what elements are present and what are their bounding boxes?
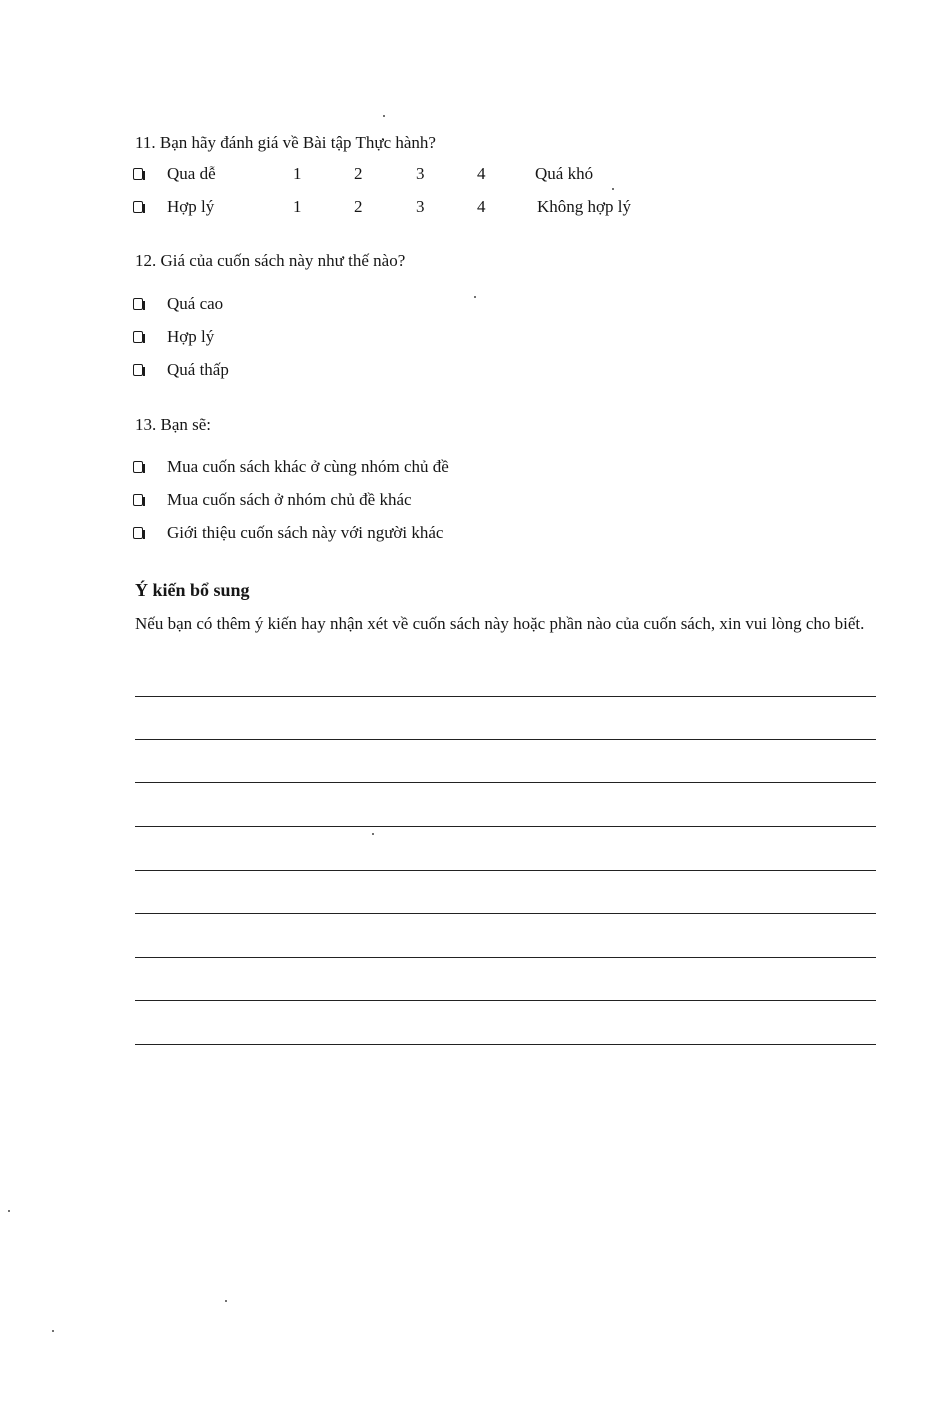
writing-line[interactable] — [135, 1000, 876, 1001]
q11-row2-scale-1[interactable]: 1 — [293, 197, 302, 216]
writing-line[interactable] — [135, 782, 876, 783]
q13-option-checkbox[interactable] — [133, 527, 143, 539]
q11-row2-label: Hợp lý — [167, 197, 215, 216]
q12-option-checkbox[interactable] — [133, 364, 143, 376]
q13-option-label: Giới thiệu cuốn sách này với người khác — [167, 523, 444, 542]
q11-row2-scale-2[interactable]: 2 — [354, 197, 363, 216]
feedback-instructions: Nếu bạn có thêm ý kiến hay nhận xét về cuốn sách này hoặc phần nào của cuốn sách, xin vui lòng cho biết. — [135, 614, 865, 633]
q11-row1-scale-4[interactable]: 4 — [477, 164, 486, 183]
q13-option-label: Mua cuốn sách ở nhóm chủ đề khác — [167, 490, 412, 509]
writing-line[interactable] — [135, 739, 876, 740]
q13-option-label: Mua cuốn sách khác ở cùng nhóm chủ đề — [167, 457, 449, 476]
writing-line[interactable] — [135, 913, 876, 914]
q13-option-checkbox[interactable] — [133, 461, 143, 473]
writing-line[interactable] — [135, 1044, 876, 1045]
scan-speck — [474, 296, 476, 298]
q11-row1-scale-1[interactable]: 1 — [293, 164, 302, 183]
writing-line[interactable] — [135, 696, 876, 697]
q11-row2-scale-4[interactable]: 4 — [477, 197, 486, 216]
scan-speck — [8, 1210, 10, 1212]
q11-row1-scale-3[interactable]: 3 — [416, 164, 425, 183]
q12-question: 12. Giá của cuốn sách này như thế nào? — [135, 251, 406, 270]
q11-row2-right-label: Không hợp lý — [537, 197, 631, 216]
q11-row2-checkbox[interactable] — [133, 201, 143, 213]
q11-question: 11. Bạn hãy đánh giá về Bài tập Thực hành? — [135, 133, 436, 152]
q12-option-label: Quá thấp — [167, 360, 229, 379]
scan-speck — [225, 1300, 227, 1302]
q12-option-label: Quá cao — [167, 294, 224, 313]
writing-line[interactable] — [135, 957, 876, 958]
feedback-heading: Ý kiến bổ sung — [135, 580, 250, 600]
q11-row1-label: Qua dễ — [167, 164, 216, 183]
q11-row1-scale-2[interactable]: 2 — [354, 164, 363, 183]
scan-speck — [52, 1330, 54, 1332]
q13-question: 13. Bạn sẽ: — [135, 415, 212, 434]
writing-line[interactable] — [135, 870, 876, 871]
writing-line[interactable] — [135, 826, 876, 827]
q13-option-checkbox[interactable] — [133, 494, 143, 506]
scan-speck — [372, 833, 374, 835]
q12-option-checkbox[interactable] — [133, 331, 143, 343]
scan-speck — [383, 115, 385, 117]
scan-speck — [612, 188, 614, 190]
q12-option-label: Hợp lý — [167, 327, 215, 346]
q11-row2-scale-3[interactable]: 3 — [416, 197, 425, 216]
q12-option-checkbox[interactable] — [133, 298, 143, 310]
q11-row1-checkbox[interactable] — [133, 168, 143, 180]
q11-row1-right-label: Quá khó — [535, 164, 594, 183]
